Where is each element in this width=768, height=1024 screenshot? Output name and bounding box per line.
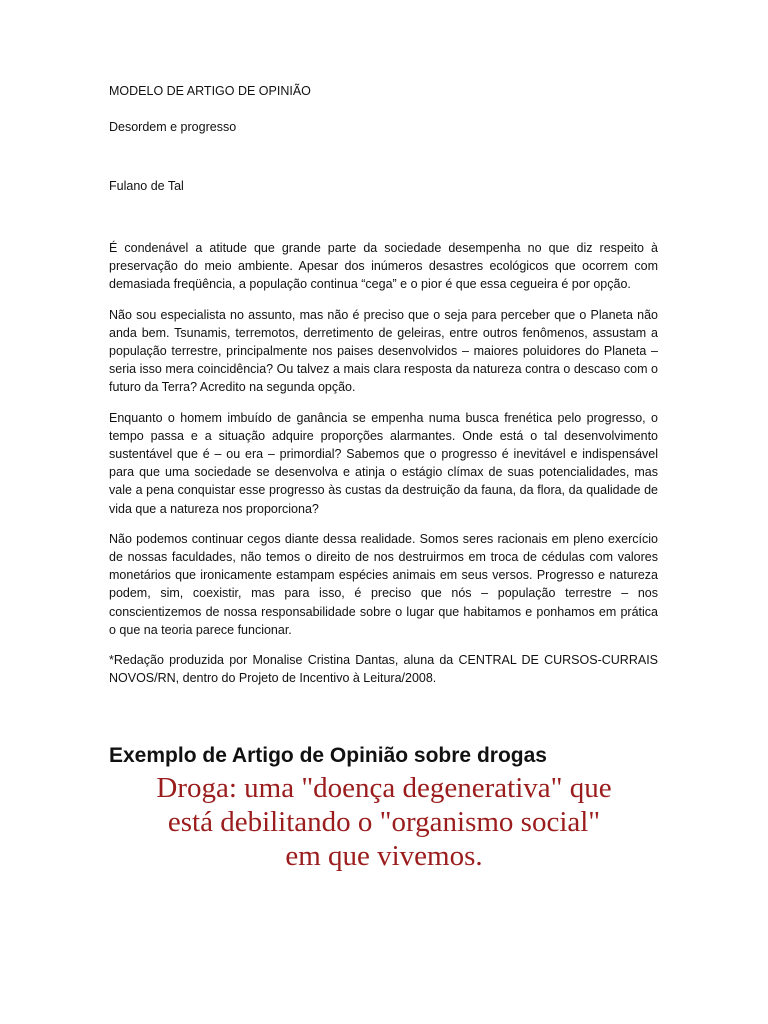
paragraph-3: Enquanto o homem imbuído de ganância se empenha numa busca frenética pelo progresso, o tempo passa e a situação adquire proporções alarmantes. Onde está o tal desenvolvimento sustentável que é – ou era – primordial? Sabemos que o progresso é inevitável e indispensável para que uma sociedade se desenvolva e atinja o estágio clímax de suas potencialidades, mas vale a pena conquistar esse progresso às custas da destruição da fauna, da flora, da qualidade de vida que a natureza nos proporciona?: [109, 410, 658, 516]
example-title-line-3: em que vivemos.: [285, 840, 483, 872]
paragraph-1: É condenável a atitude que grande parte da sociedade desempenha no que diz respeito à preservação do meio ambiente. Apesar dos inúmeros desastres ecológicos que ocorrem com demasiada freqüência, a população continua “cega” e o pior é que essa cegueira é por opção.: [109, 241, 658, 292]
document-type-label: MODELO DE ARTIGO DE OPINIÃO: [109, 84, 311, 98]
paragraph-4: Não podemos continuar cegos diante dessa realidade. Somos seres racionais em pleno exercício de nossas faculdades, não temos o direito de nos destruirmos em troca de cédulas com valores monetários que ironicamente estampam espécies animais em seus versos. Progresso e natureza podem, sim, coexistir, mas para isso, é preciso que nós – população terrestre – nos conscientizemos de nossa responsabilidade sobre o lugar que habitamos e ponhamos em prática o que na teoria parece funcionar.: [109, 531, 658, 637]
example-heading: Exemplo de Artigo de Opinião sobre drogas: [109, 744, 547, 767]
footnote: *Redação produzida por Monalise Cristina Dantas, aluna da CENTRAL DE CURSOS-CURRAIS NOVOS/RN, dentro do Projeto de Incentivo à Leitura/2008.: [109, 653, 658, 686]
author-name: Fulano de Tal: [109, 179, 184, 193]
paragraph-2: Não sou especialista no assunto, mas não é preciso que o seja para perceber que o Planeta não anda bem. Tsunamis, terremotos, derretimento de geleiras, entre outros fenômenos, assustam a população terrestre, principalmente nos paises desenvolvidos – maiores poluidores do Planeta – seria isso mera coincidência? Ou talvez a mais clara resposta da natureza contra o descaso com o futuro da Terra? Acredito na segunda opção.: [109, 307, 658, 395]
example-title-line-1: Droga: uma "doença degenerativa" que: [156, 772, 612, 804]
article-title: Desordem e progresso: [109, 120, 237, 134]
example-title-line-2: está debilitando o "organismo social": [167, 806, 601, 838]
example-title: [84, 771, 684, 873]
article-body: [109, 239, 658, 699]
